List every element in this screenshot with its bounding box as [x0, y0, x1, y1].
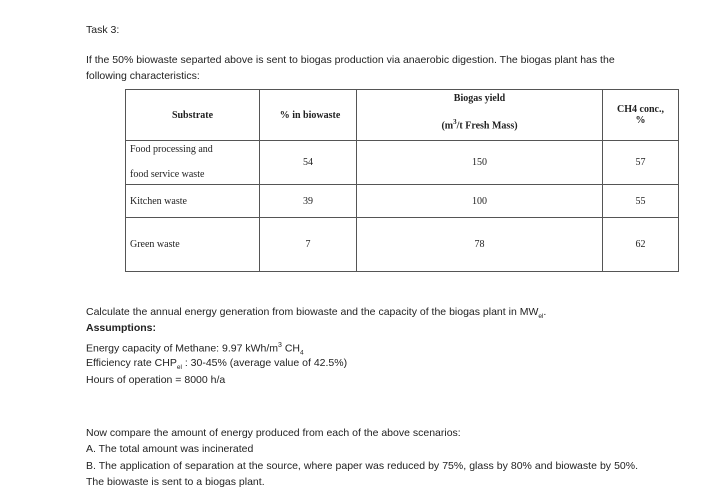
- header-biogas-yield: [357, 90, 603, 141]
- substrate-line2: food service waste: [130, 169, 205, 180]
- cell-substrate: [126, 141, 260, 185]
- header-yield-line1: Biogas yield: [453, 92, 506, 104]
- cell-ch4: 57: [603, 141, 679, 185]
- calc-end: .: [543, 306, 547, 318]
- eff-post: : 30-45% (average value of 42.5%): [181, 357, 348, 369]
- substrate-line1: Food processing and: [130, 144, 213, 155]
- energy-sup: 3: [278, 342, 282, 349]
- table-row: [126, 218, 679, 272]
- assumptions-title: Assumptions:: [86, 322, 157, 334]
- calc-sub: el: [538, 313, 544, 321]
- energy-sub: 4: [300, 349, 304, 357]
- hours-of-operation: Hours of operation = 8000 h/a: [86, 374, 226, 386]
- cell-substrate: Green waste: [126, 218, 260, 272]
- calc-text: Calculate the annual energy generation from biowaste and the capacity of the biogas plant in MW: [86, 306, 539, 318]
- eff-sub: el: [176, 364, 182, 372]
- header-substrate: Substrate: [126, 90, 260, 141]
- option-a: A. The total amount was incinerated: [86, 443, 254, 455]
- header-ch4-conc: [603, 90, 679, 141]
- task-title: Task 3:: [86, 24, 120, 36]
- intro-paragraph: If the 50% biowaste separted above is sent to biogas production via anaerobic digestion. The biogas plant has the following characteristics:: [86, 54, 615, 82]
- header-ch4-line1: CH4 conc.,: [617, 104, 664, 115]
- energy-mid: CH: [281, 342, 301, 355]
- yield-unit-post: /t Fresh Mass): [456, 120, 518, 132]
- cell-percent: 39: [260, 185, 357, 218]
- eff-pre: Efficiency rate CHP: [86, 357, 177, 369]
- biogas-table: [125, 89, 679, 272]
- header-ch4-line2: %: [635, 115, 646, 126]
- cell-yield: 150: [357, 141, 603, 185]
- cell-percent: 7: [260, 218, 357, 272]
- calc-instruction: [86, 304, 686, 325]
- yield-unit-pre: (m: [441, 120, 454, 132]
- cell-ch4: 62: [603, 218, 679, 272]
- option-b: B. The application of separation at the source, where paper was reduced by 75%, glass by 80% and biowaste by 50%. The biowaste is sent to a biogas plant.: [86, 460, 638, 488]
- table-header-row: [126, 90, 679, 141]
- energy-pre: Energy capacity of Methane: 9.97 kWh/m: [86, 342, 279, 355]
- cell-ch4: 55: [603, 185, 679, 218]
- cell-yield: 78: [357, 218, 603, 272]
- cell-percent: 54: [260, 141, 357, 185]
- header-yield-line2: [357, 118, 602, 131]
- header-percent: % in biowaste: [260, 90, 357, 141]
- compare-instruction: Now compare the amount of energy produced from each of the above scenarios:: [86, 427, 461, 439]
- table-row: [126, 141, 679, 185]
- cell-yield: 100: [357, 185, 603, 218]
- yield-unit-sup: 3: [453, 117, 457, 126]
- cell-substrate: Kitchen waste: [126, 185, 260, 218]
- table-row: [126, 185, 679, 218]
